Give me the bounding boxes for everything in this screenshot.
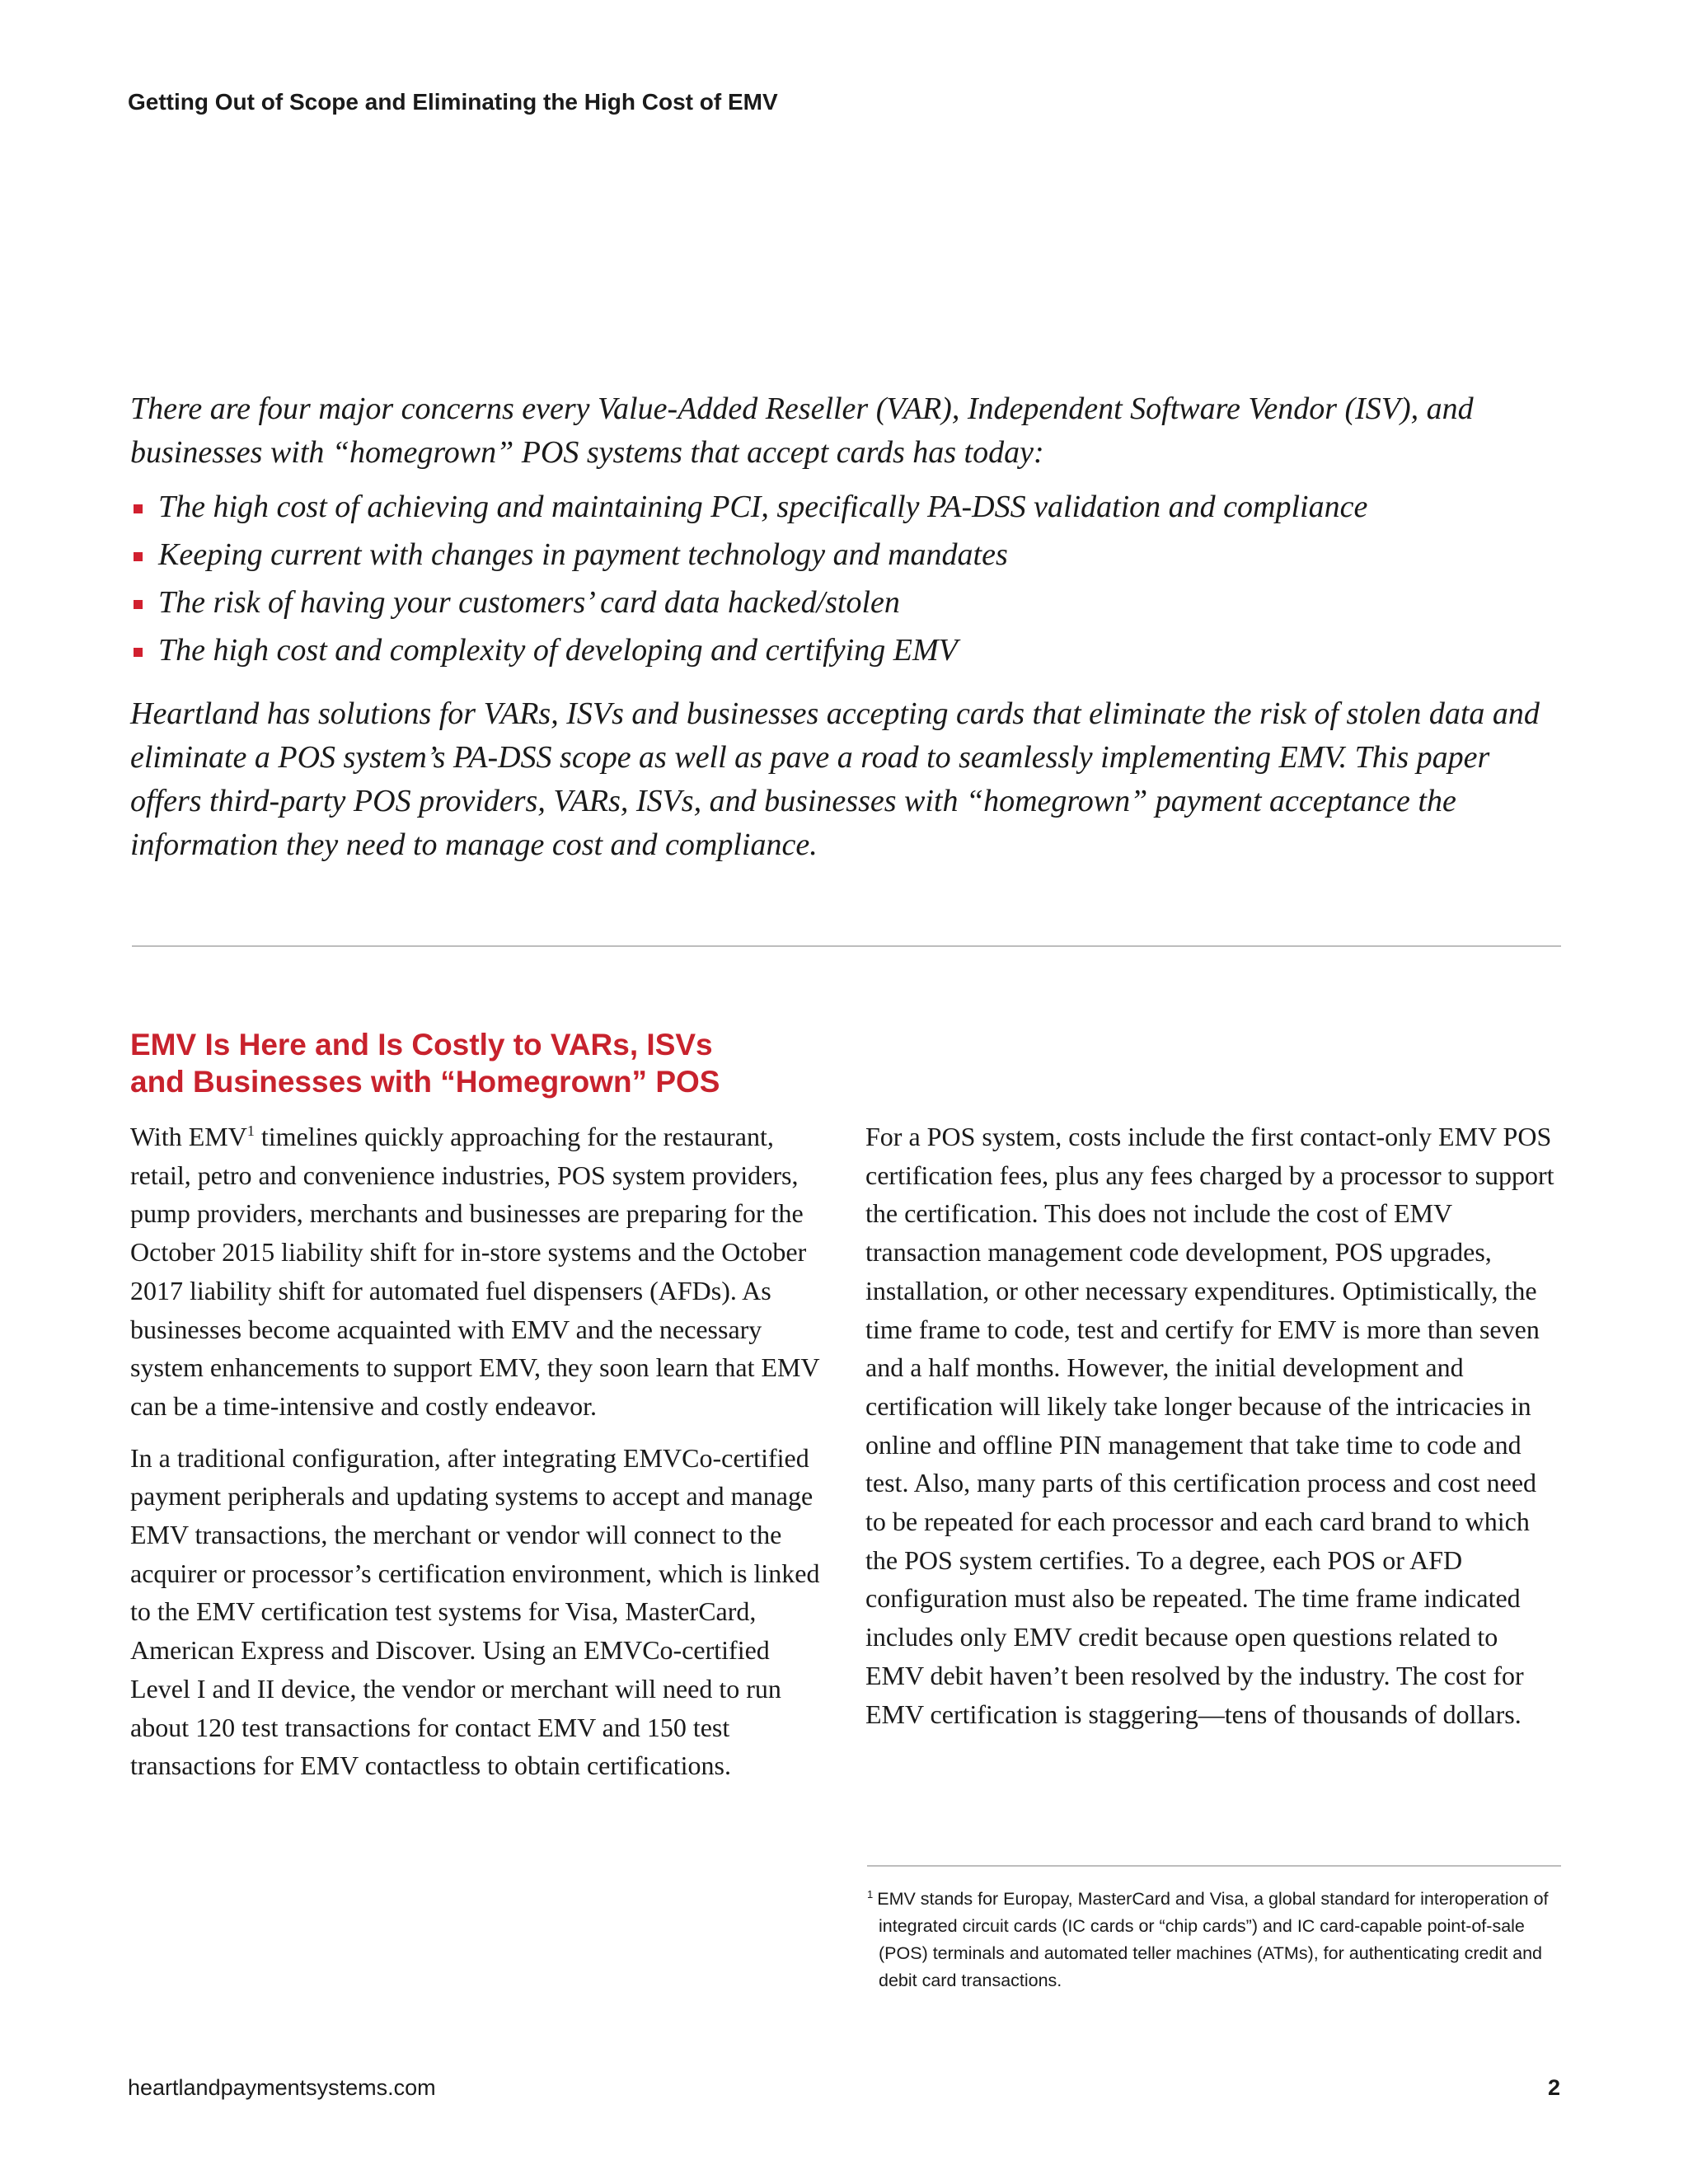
intro-lead: There are four major concerns every Value-Added Reseller (VAR), Independent Software Vendor (ISV), and businesses with “homegrown” POS systems that accept cards has today:	[130, 391, 1474, 470]
section-title	[130, 1026, 872, 1100]
intro-closing: Heartland has solutions for VARs, ISVs and businesses accepting cards that eliminate the risk of stolen data and eliminate a POS system’s PA-DSS scope as well as pave a road to seamlessly implementing EMV. This paper offers third-party POS providers, VARs, ISVs, and businesses with “homegrown” payment acceptance the information they need to manage cost and compliance.	[130, 696, 1540, 862]
section-title-line-1: EMV Is Here and Is Costly to VARs, ISVs	[130, 1028, 713, 1062]
concerns-list	[130, 483, 1564, 674]
footnote-text: EMV stands for Europay, MasterCard and Visa, a global standard for interoperation of integrated circuit cards (IC cards or “chip cards”) and IC card-capable point-of-sale (POS) terminals and automated teller machines (ATMs), for authenticating credit and debit card transactions.	[877, 1889, 1549, 1990]
intro-block	[130, 387, 1564, 867]
bullet-square-icon	[134, 504, 143, 513]
list-item	[130, 483, 1564, 531]
left-paragraph-2: In a traditional configuration, after integrating EMVCo-certified payment peripherals and updating systems to accept and manage EMV transactions, the merchant or vendor will connect to the acquirer or processor’s certification environment, which is linked to the EMV certification test systems for Visa, MasterCard, American Express and Discover. Using an EMVCo-certified Level I and II device, the vendor or merchant will need to run about 120 test transactions for contact EMV and 150 test transactions for EMV contactless to obtain certifications.	[130, 1442, 820, 1781]
page-number: 2	[1547, 2075, 1560, 2100]
list-item	[130, 626, 1564, 674]
bullet-square-icon	[134, 552, 143, 561]
left-column	[130, 1118, 823, 1798]
footnote-reference: 1	[246, 1122, 255, 1139]
bullet-square-icon	[134, 648, 143, 657]
list-item-text: The risk of having your customers’ card data hacked/stolen	[158, 585, 900, 620]
left-paragraph-1	[130, 1118, 823, 1426]
right-paragraph-1: For a POS system, costs include the first contact-only EMV POS certification fees, plus any fees charged by a processor to support the certification. This does not include the cost of EMV transaction management code development, POS upgrades, installation, or other necessary expenditures. Optimistically, the time frame to code, test and certify for EMV is more than seven and a half months. However, the initial development and certification will likely take longer because of the intricacies in online and offline PIN management that take time to code and test. Also, many parts of this certification process and cost need to be repeated for each processor and each card brand to which the POS system certifies. To a degree, each POS or AFD configuration must also be repeated. The time frame indicated includes only EMV credit because open questions related to EMV debit haven’t been resolved by the industry. The cost for EMV certification is staggering—tens of thousands of dollars.	[865, 1122, 1554, 1729]
list-item-text: The high cost of achieving and maintaining PCI, specifically PA-DSS validation and compliance	[158, 490, 1368, 524]
bullet-square-icon	[134, 600, 143, 609]
footnote-divider	[867, 1865, 1561, 1867]
footnote-marker: 1	[867, 1888, 874, 1900]
section-divider	[132, 945, 1561, 947]
left-paragraph-1-start: With EMV	[130, 1122, 247, 1151]
left-paragraph-1-rest: timelines quickly approaching for the restaurant, retail, petro and convenience industries, POS system providers, pump providers, merchants and businesses are preparing for the October 2015 liability shift for in-store systems and the October 2017 liability shift for automated fuel dispensers (AFDs). As businesses become acquainted with EMV and the necessary system enhancements to support EMV, they soon learn that EMV can be a time-intensive and costly endeavor.	[130, 1122, 820, 1421]
right-column	[865, 1118, 1562, 1746]
list-item-text: The high cost and complexity of developing and certifying EMV	[158, 633, 958, 668]
footnote	[867, 1886, 1563, 1994]
list-item	[130, 579, 1564, 626]
footer-url: heartlandpaymentsystems.com	[128, 2075, 436, 2100]
section-title-line-2: and Businesses with “Homegrown” POS	[130, 1065, 720, 1099]
running-header-title: Getting Out of Scope and Eliminating the High Cost of EMV	[128, 89, 778, 115]
list-item-text: Keeping current with changes in payment technology and mandates	[158, 537, 1008, 572]
list-item	[130, 531, 1564, 579]
